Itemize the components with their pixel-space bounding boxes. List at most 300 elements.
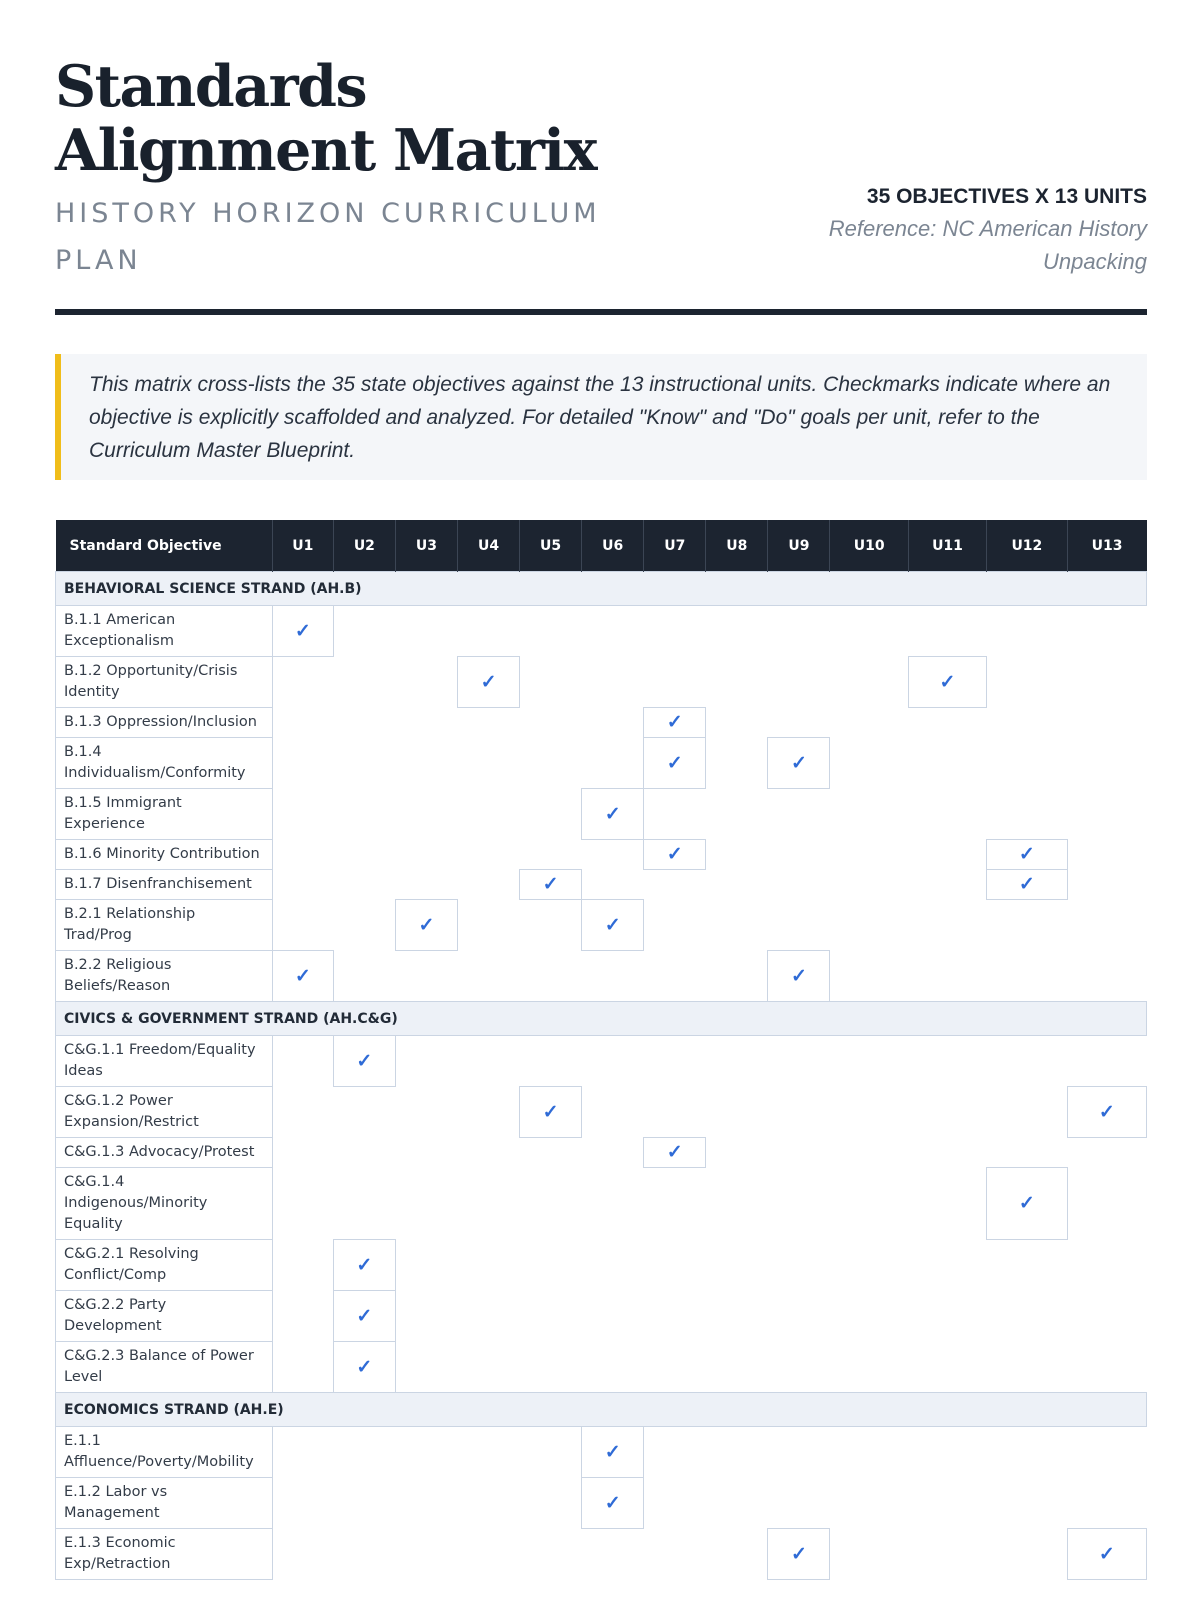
table-row: [56, 1529, 1147, 1580]
empty-cell: [520, 789, 582, 840]
empty-cell: [987, 1291, 1067, 1342]
objective-label: B.1.7 Disenfranchisement: [56, 870, 273, 900]
empty-cell: [830, 789, 908, 840]
empty-cell: [272, 1138, 333, 1168]
column-header-u12: U12: [987, 520, 1067, 572]
empty-cell: [272, 789, 333, 840]
empty-cell: [457, 1138, 519, 1168]
empty-cell: [1067, 1138, 1146, 1168]
page-title: Standards Alignment Matrix: [55, 53, 597, 184]
checkmark-icon: ✓: [644, 738, 706, 789]
checkmark-icon: ✓: [987, 1168, 1067, 1240]
empty-cell: [644, 1168, 706, 1240]
empty-cell: [1067, 870, 1146, 900]
table-body: [56, 572, 1147, 1580]
empty-cell: [830, 606, 908, 657]
page-subtitle: HISTORY HORIZON CURRICULUM PLAN: [55, 198, 601, 276]
empty-cell: [457, 951, 519, 1002]
empty-cell: [333, 1478, 395, 1529]
empty-cell: [987, 900, 1067, 951]
table-row: [56, 1240, 1147, 1291]
empty-cell: [644, 1427, 706, 1478]
checkmark-icon: ✓: [333, 1036, 395, 1087]
checkmark-icon: ✓: [272, 951, 333, 1002]
empty-cell: [706, 1427, 768, 1478]
empty-cell: [644, 1036, 706, 1087]
empty-cell: [987, 708, 1067, 738]
empty-cell: [1067, 951, 1146, 1002]
empty-cell: [333, 840, 395, 870]
empty-cell: [830, 1478, 908, 1529]
reference-note: Reference: NC American History Unpacking: [828, 216, 1147, 274]
empty-cell: [457, 1529, 519, 1580]
empty-cell: [457, 1168, 519, 1240]
empty-cell: [908, 951, 986, 1002]
empty-cell: [768, 1087, 830, 1138]
strand-heading: BEHAVIORAL SCIENCE STRAND (AH.B): [56, 572, 1147, 606]
objective-label: C&G.2.1 Resolving Conflict/Comp: [56, 1240, 273, 1291]
empty-cell: [706, 1087, 768, 1138]
empty-cell: [395, 1342, 457, 1393]
empty-cell: [830, 1036, 908, 1087]
checkmark-icon: ✓: [333, 1342, 395, 1393]
empty-cell: [830, 1168, 908, 1240]
empty-cell: [908, 1087, 986, 1138]
checkmark-icon: ✓: [987, 870, 1067, 900]
table-row: [56, 900, 1147, 951]
empty-cell: [582, 606, 644, 657]
empty-cell: [768, 789, 830, 840]
table-row: [56, 1291, 1147, 1342]
empty-cell: [987, 951, 1067, 1002]
empty-cell: [333, 1138, 395, 1168]
empty-cell: [272, 1168, 333, 1240]
empty-cell: [395, 1138, 457, 1168]
empty-cell: [1067, 1168, 1146, 1240]
empty-cell: [457, 789, 519, 840]
empty-cell: [457, 1036, 519, 1087]
column-header-u2: U2: [333, 520, 395, 572]
empty-cell: [644, 1478, 706, 1529]
empty-cell: [908, 870, 986, 900]
empty-cell: [644, 951, 706, 1002]
empty-cell: [987, 738, 1067, 789]
empty-cell: [644, 657, 706, 708]
empty-cell: [644, 1529, 706, 1580]
objective-label: B.1.1 American Exceptionalism: [56, 606, 273, 657]
empty-cell: [333, 789, 395, 840]
empty-cell: [908, 1168, 986, 1240]
checkmark-icon: ✓: [768, 951, 830, 1002]
empty-cell: [830, 951, 908, 1002]
objective-label: B.1.2 Opportunity/Crisis Identity: [56, 657, 273, 708]
checkmark-icon: ✓: [457, 657, 519, 708]
empty-cell: [457, 1291, 519, 1342]
empty-cell: [1067, 738, 1146, 789]
empty-cell: [644, 1342, 706, 1393]
empty-cell: [706, 1478, 768, 1529]
empty-cell: [272, 708, 333, 738]
empty-cell: [706, 1036, 768, 1087]
empty-cell: [830, 1240, 908, 1291]
column-header-u6: U6: [582, 520, 644, 572]
checkmark-icon: ✓: [768, 738, 830, 789]
empty-cell: [830, 1342, 908, 1393]
empty-cell: [395, 1478, 457, 1529]
empty-cell: [768, 1478, 830, 1529]
empty-cell: [908, 1342, 986, 1393]
empty-cell: [272, 1036, 333, 1087]
empty-cell: [768, 1342, 830, 1393]
empty-cell: [395, 1240, 457, 1291]
objective-label: B.2.1 Relationship Trad/Prog: [56, 900, 273, 951]
empty-cell: [768, 1168, 830, 1240]
empty-cell: [272, 840, 333, 870]
empty-cell: [582, 657, 644, 708]
empty-cell: [272, 1087, 333, 1138]
alignment-table: [55, 520, 1147, 1580]
empty-cell: [1067, 1478, 1146, 1529]
column-header-u13: U13: [1067, 520, 1146, 572]
empty-cell: [768, 900, 830, 951]
empty-cell: [395, 738, 457, 789]
empty-cell: [830, 870, 908, 900]
column-header-u1: U1: [272, 520, 333, 572]
empty-cell: [582, 1036, 644, 1087]
checkmark-icon: ✓: [395, 900, 457, 951]
checkmark-icon: ✓: [644, 708, 706, 738]
empty-cell: [908, 1291, 986, 1342]
table-header-row: [56, 520, 1147, 572]
checkmark-icon: ✓: [768, 1529, 830, 1580]
empty-cell: [520, 1529, 582, 1580]
empty-cell: [1067, 1342, 1146, 1393]
empty-cell: [830, 738, 908, 789]
checkmark-icon: ✓: [1067, 1529, 1146, 1580]
empty-cell: [272, 1478, 333, 1529]
empty-cell: [457, 606, 519, 657]
column-header-u10: U10: [830, 520, 908, 572]
empty-cell: [582, 1529, 644, 1580]
empty-cell: [706, 708, 768, 738]
empty-cell: [830, 1138, 908, 1168]
objective-label: C&G.1.3 Advocacy/Protest: [56, 1138, 273, 1168]
empty-cell: [395, 1427, 457, 1478]
column-header-u4: U4: [457, 520, 519, 572]
strand-heading: CIVICS & GOVERNMENT STRAND (AH.C&G): [56, 1002, 1147, 1036]
table-row: [56, 789, 1147, 840]
empty-cell: [768, 1427, 830, 1478]
empty-cell: [1067, 1240, 1146, 1291]
objective-label: B.2.2 Religious Beliefs/Reason: [56, 951, 273, 1002]
column-header-u9: U9: [768, 520, 830, 572]
empty-cell: [520, 1478, 582, 1529]
objective-label: E.1.2 Labor vs Management: [56, 1478, 273, 1529]
empty-cell: [768, 1240, 830, 1291]
column-header-standard: Standard Objective: [56, 520, 273, 572]
table-row: [56, 870, 1147, 900]
checkmark-icon: ✓: [644, 840, 706, 870]
objective-label: E.1.3 Economic Exp/Retraction: [56, 1529, 273, 1580]
empty-cell: [830, 840, 908, 870]
empty-cell: [457, 1240, 519, 1291]
empty-cell: [272, 900, 333, 951]
strand-row: [56, 572, 1147, 606]
empty-cell: [582, 1342, 644, 1393]
objective-label: C&G.2.3 Balance of Power Level: [56, 1342, 273, 1393]
empty-cell: [582, 840, 644, 870]
objectives-count: 35 OBJECTIVES X 13 UNITS: [866, 185, 1147, 208]
empty-cell: [333, 951, 395, 1002]
empty-cell: [395, 789, 457, 840]
table-row: [56, 1138, 1147, 1168]
document-header: [55, 0, 1147, 315]
strand-row: [56, 1393, 1147, 1427]
empty-cell: [333, 708, 395, 738]
table-row: [56, 1478, 1147, 1529]
checkmark-icon: ✓: [582, 900, 644, 951]
empty-cell: [768, 1036, 830, 1087]
empty-cell: [520, 1036, 582, 1087]
empty-cell: [272, 870, 333, 900]
table-row: [56, 1427, 1147, 1478]
objective-label: C&G.1.4 Indigenous/Minority Equality: [56, 1168, 273, 1240]
empty-cell: [395, 708, 457, 738]
empty-cell: [987, 606, 1067, 657]
empty-cell: [908, 1036, 986, 1087]
empty-cell: [520, 1291, 582, 1342]
empty-cell: [706, 738, 768, 789]
empty-cell: [272, 1291, 333, 1342]
column-header-u7: U7: [644, 520, 706, 572]
empty-cell: [333, 870, 395, 900]
table-row: [56, 840, 1147, 870]
checkmark-icon: ✓: [333, 1240, 395, 1291]
empty-cell: [272, 657, 333, 708]
empty-cell: [272, 1240, 333, 1291]
empty-cell: [457, 900, 519, 951]
empty-cell: [395, 870, 457, 900]
empty-cell: [333, 1427, 395, 1478]
empty-cell: [520, 951, 582, 1002]
strand-row: [56, 1002, 1147, 1036]
empty-cell: [1067, 1036, 1146, 1087]
empty-cell: [272, 1529, 333, 1580]
objective-label: E.1.1 Affluence/Poverty/Mobility: [56, 1427, 273, 1478]
empty-cell: [582, 738, 644, 789]
empty-cell: [457, 1087, 519, 1138]
empty-cell: [395, 1168, 457, 1240]
empty-cell: [333, 738, 395, 789]
empty-cell: [987, 1138, 1067, 1168]
empty-cell: [333, 1529, 395, 1580]
table-row: [56, 951, 1147, 1002]
empty-cell: [333, 1087, 395, 1138]
checkmark-icon: ✓: [582, 1427, 644, 1478]
empty-cell: [1067, 657, 1146, 708]
empty-cell: [457, 738, 519, 789]
header-meta: [767, 182, 1147, 278]
checkmark-icon: ✓: [582, 789, 644, 840]
empty-cell: [706, 1342, 768, 1393]
checkmark-icon: ✓: [333, 1291, 395, 1342]
checkmark-icon: ✓: [520, 1087, 582, 1138]
empty-cell: [457, 1427, 519, 1478]
objective-label: C&G.2.2 Party Development: [56, 1291, 273, 1342]
empty-cell: [706, 1291, 768, 1342]
empty-cell: [768, 870, 830, 900]
empty-cell: [457, 840, 519, 870]
empty-cell: [395, 1087, 457, 1138]
empty-cell: [582, 951, 644, 1002]
empty-cell: [706, 951, 768, 1002]
checkmark-icon: ✓: [272, 606, 333, 657]
empty-cell: [706, 840, 768, 870]
empty-cell: [582, 1240, 644, 1291]
column-header-u3: U3: [395, 520, 457, 572]
empty-cell: [987, 1342, 1067, 1393]
objective-label: B.1.3 Oppression/Inclusion: [56, 708, 273, 738]
empty-cell: [395, 951, 457, 1002]
empty-cell: [908, 1240, 986, 1291]
empty-cell: [333, 1168, 395, 1240]
empty-cell: [520, 900, 582, 951]
table-row: [56, 657, 1147, 708]
empty-cell: [520, 657, 582, 708]
empty-cell: [395, 1036, 457, 1087]
empty-cell: [987, 1529, 1067, 1580]
empty-cell: [333, 657, 395, 708]
empty-cell: [768, 708, 830, 738]
empty-cell: [272, 1427, 333, 1478]
empty-cell: [272, 738, 333, 789]
checkmark-icon: ✓: [1067, 1087, 1146, 1138]
checkmark-icon: ✓: [908, 657, 986, 708]
empty-cell: [706, 900, 768, 951]
empty-cell: [706, 1168, 768, 1240]
empty-cell: [706, 789, 768, 840]
empty-cell: [644, 900, 706, 951]
empty-cell: [987, 1036, 1067, 1087]
empty-cell: [908, 840, 986, 870]
empty-cell: [830, 1087, 908, 1138]
empty-cell: [520, 840, 582, 870]
empty-cell: [987, 657, 1067, 708]
empty-cell: [520, 1138, 582, 1168]
table-row: [56, 708, 1147, 738]
empty-cell: [457, 708, 519, 738]
empty-cell: [987, 789, 1067, 840]
empty-cell: [987, 1240, 1067, 1291]
empty-cell: [908, 1529, 986, 1580]
objective-label: C&G.1.1 Freedom/Equality Ideas: [56, 1036, 273, 1087]
empty-cell: [644, 1240, 706, 1291]
empty-cell: [908, 606, 986, 657]
empty-cell: [457, 1342, 519, 1393]
empty-cell: [908, 789, 986, 840]
empty-cell: [395, 1529, 457, 1580]
empty-cell: [395, 1291, 457, 1342]
empty-cell: [1067, 900, 1146, 951]
empty-cell: [706, 870, 768, 900]
empty-cell: [830, 657, 908, 708]
table-row: [56, 1168, 1147, 1240]
empty-cell: [1067, 708, 1146, 738]
empty-cell: [908, 1427, 986, 1478]
empty-cell: [987, 1087, 1067, 1138]
empty-cell: [1067, 789, 1146, 840]
checkmark-icon: ✓: [582, 1478, 644, 1529]
empty-cell: [520, 606, 582, 657]
table-row: [56, 1036, 1147, 1087]
objective-label: C&G.1.2 Power Expansion/Restrict: [56, 1087, 273, 1138]
empty-cell: [987, 1478, 1067, 1529]
empty-cell: [582, 708, 644, 738]
empty-cell: [520, 1427, 582, 1478]
empty-cell: [908, 900, 986, 951]
alignment-matrix: [55, 520, 1147, 1610]
empty-cell: [908, 1478, 986, 1529]
empty-cell: [830, 900, 908, 951]
empty-cell: [395, 606, 457, 657]
empty-cell: [768, 1291, 830, 1342]
objective-label: B.1.6 Minority Contribution: [56, 840, 273, 870]
empty-cell: [830, 708, 908, 738]
objective-label: B.1.4 Individualism/Conformity: [56, 738, 273, 789]
empty-cell: [272, 1342, 333, 1393]
empty-cell: [582, 870, 644, 900]
empty-cell: [333, 606, 395, 657]
empty-cell: [706, 1240, 768, 1291]
checkmark-icon: ✓: [987, 840, 1067, 870]
empty-cell: [582, 1168, 644, 1240]
objective-label: B.1.5 Immigrant Experience: [56, 789, 273, 840]
empty-cell: [395, 657, 457, 708]
empty-cell: [768, 657, 830, 708]
empty-cell: [908, 738, 986, 789]
empty-cell: [768, 840, 830, 870]
empty-cell: [520, 1240, 582, 1291]
intro-callout: This matrix cross-lists the 35 state objectives against the 13 instructional units. Checkmarks indicate where an objective is explicitly scaffolded and analyzed. For detailed "Know" and "Do" goals per unit, refer to the Curriculum Master Blueprint.: [55, 354, 1147, 480]
checkmark-icon: ✓: [520, 870, 582, 900]
empty-cell: [582, 1138, 644, 1168]
empty-cell: [768, 1138, 830, 1168]
table-row: [56, 1342, 1147, 1393]
empty-cell: [908, 708, 986, 738]
empty-cell: [520, 1168, 582, 1240]
empty-cell: [830, 1427, 908, 1478]
empty-cell: [457, 1478, 519, 1529]
empty-cell: [395, 840, 457, 870]
empty-cell: [706, 1529, 768, 1580]
empty-cell: [333, 900, 395, 951]
strand-heading: ECONOMICS STRAND (AH.E): [56, 1393, 1147, 1427]
empty-cell: [644, 1291, 706, 1342]
empty-cell: [644, 606, 706, 657]
empty-cell: [706, 657, 768, 708]
checkmark-icon: ✓: [644, 1138, 706, 1168]
empty-cell: [1067, 1427, 1146, 1478]
table-row: [56, 738, 1147, 789]
empty-cell: [644, 870, 706, 900]
table-row: [56, 1087, 1147, 1138]
empty-cell: [520, 738, 582, 789]
empty-cell: [1067, 1291, 1146, 1342]
empty-cell: [706, 1138, 768, 1168]
empty-cell: [987, 1427, 1067, 1478]
page: [55, 0, 1147, 1572]
column-header-u11: U11: [908, 520, 986, 572]
